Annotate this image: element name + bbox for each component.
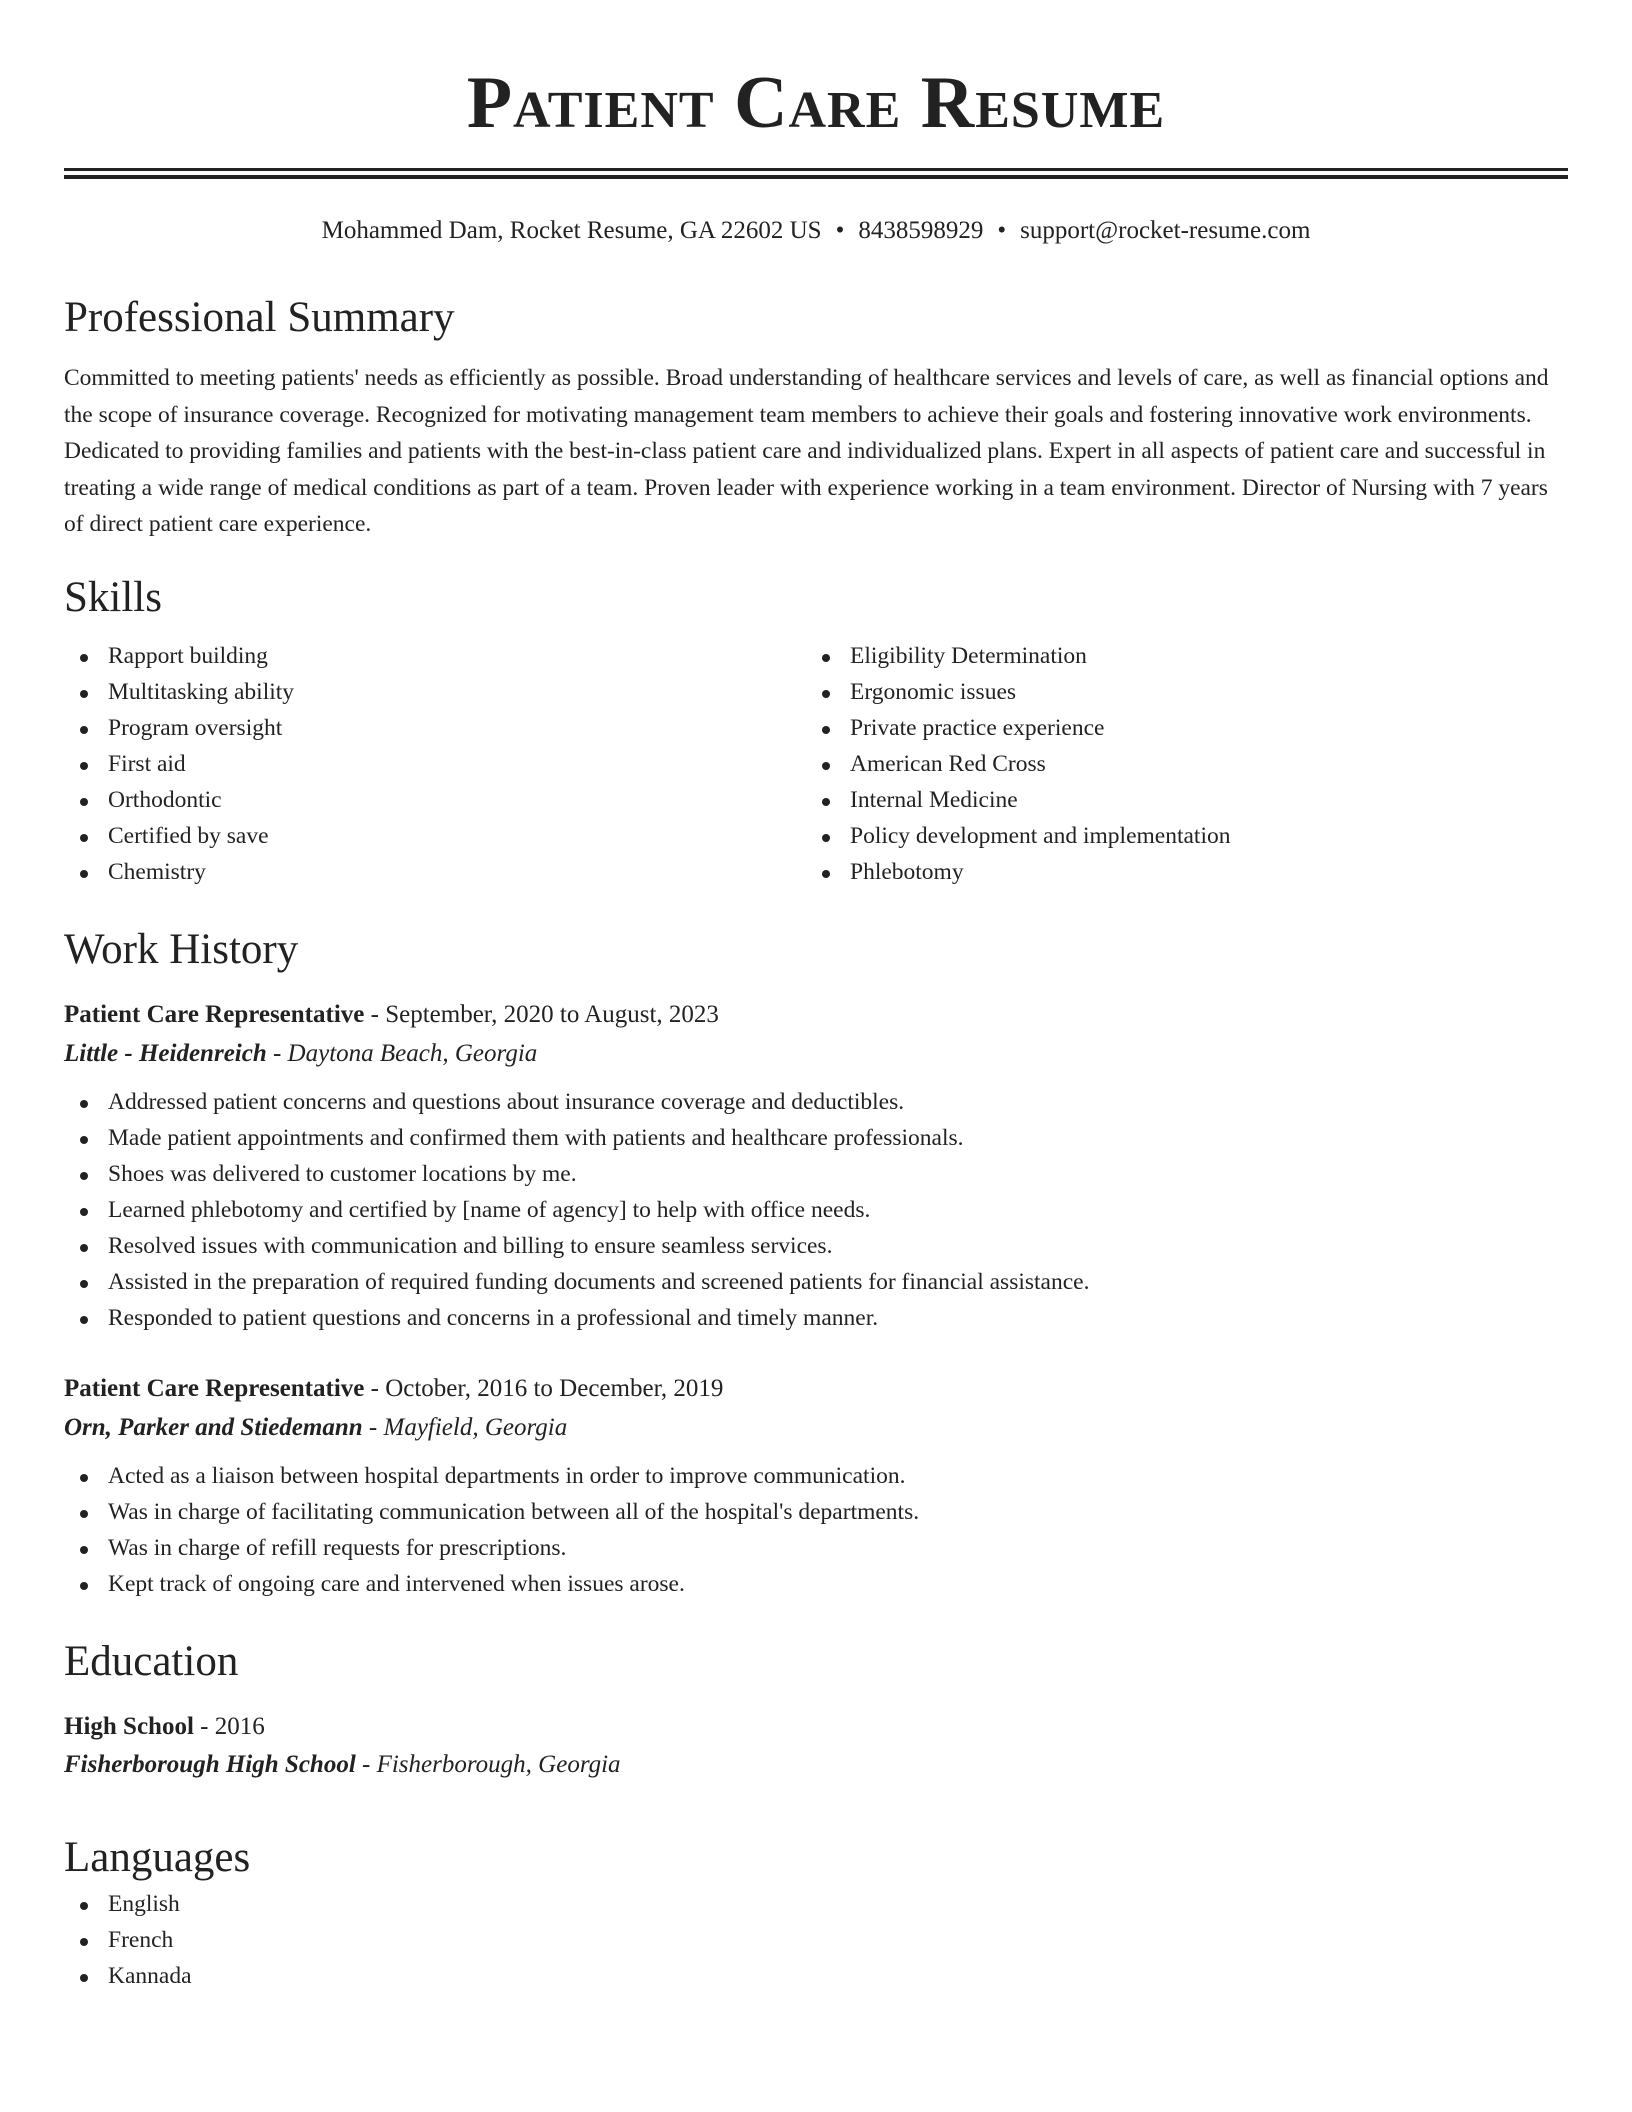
job-company-line (64, 1408, 1568, 1448)
contact-address: Mohammed Dam, Rocket Resume, GA 22602 US (321, 217, 822, 244)
job-title-line (64, 996, 1568, 1034)
education-degree: High School (64, 1713, 194, 1740)
skill-item: Rapport building (64, 638, 806, 674)
skills-list-left (64, 638, 806, 890)
education-heading: Education (64, 1638, 239, 1685)
contact-separator: • (835, 217, 845, 244)
job-entry (64, 1370, 1568, 1602)
skill-item: Eligibility Determination (806, 638, 1548, 674)
job-title-line (64, 1370, 1568, 1408)
job-company: Orn, Parker and Stiedemann (64, 1414, 363, 1441)
work-history-section (64, 922, 1568, 1602)
job-duty: Made patient appointments and confirmed them with patients and healthcare professionals. (64, 1120, 1568, 1156)
contact-separator: • (997, 217, 1007, 244)
education-school-line (64, 1746, 1568, 1784)
contact-phone: 8438598929 (858, 217, 984, 244)
language-item: French (64, 1922, 1568, 1958)
job-duty: Assisted in the preparation of required funding documents and screened patients for financial assistance. (64, 1264, 1568, 1300)
skill-item: Phlebotomy (806, 854, 1548, 890)
job-title: Patient Care Representative (64, 1001, 365, 1028)
job-title: Patient Care Representative (64, 1375, 365, 1402)
job-duty: Resolved issues with communication and billing to ensure seamless services. (64, 1228, 1568, 1264)
job-duty: Acted as a liaison between hospital departments in order to improve communication. (64, 1458, 1568, 1494)
job-duty: Learned phlebotomy and certified by [name of agency] to help with office needs. (64, 1192, 1568, 1228)
skill-item: Policy development and implementation (806, 818, 1548, 854)
job-duties-list (64, 1084, 1568, 1336)
languages-section (64, 1830, 1568, 1994)
summary-heading: Professional Summary (64, 294, 455, 341)
skill-item: Orthodontic (64, 782, 806, 818)
title-divider-thin (64, 175, 1568, 179)
education-degree-line (64, 1708, 1568, 1746)
resume-title: Patient Care Resume (466, 62, 1166, 144)
job-company: Little - Heidenreich (64, 1040, 267, 1067)
skill-item: Multitasking ability (64, 674, 806, 710)
skill-item: Chemistry (64, 854, 806, 890)
contact-line (0, 214, 1632, 248)
education-section (64, 1634, 1568, 1784)
skill-item: Certified by save (64, 818, 806, 854)
job-location: - Daytona Beach, Georgia (266, 1040, 538, 1067)
languages-list (64, 1886, 1568, 1994)
skills-column-right (806, 638, 1548, 890)
job-duty: Shoes was delivered to customer locations by me. (64, 1156, 1568, 1192)
language-item: Kannada (64, 1958, 1568, 1994)
job-location: - Mayfield, Georgia (362, 1414, 568, 1441)
skill-item: Internal Medicine (806, 782, 1548, 818)
title-divider-thick (64, 168, 1568, 171)
work-history-heading: Work History (64, 926, 299, 973)
skills-column-left (64, 638, 806, 890)
job-duty: Responded to patient questions and concerns in a professional and timely manner. (64, 1300, 1568, 1336)
skills-heading: Skills (64, 574, 162, 621)
summary-text: Committed to meeting patients' needs as efficiently as possible. Broad understanding of healthcare services and levels of care, as well as financial options and the scope of insurance coverage. Recognized for motivating management team members to achieve their goals and fostering innovative work environments. Dedicated to providing families and patients with the best-in-class patient care and individualized plans. Expert in all aspects of patient care and successful in treating a wide range of medical conditions as part of a team. Proven leader with experience working in a team environment. Director of Nursing with 7 years of direct patient care experience. (64, 365, 1549, 537)
skill-item: Private practice experience (806, 710, 1548, 746)
job-dates: - October, 2016 to December, 2019 (364, 1375, 724, 1402)
education-school: Fisherborough High School (64, 1751, 356, 1778)
skills-list-right (806, 638, 1548, 890)
skill-item: Ergonomic issues (806, 674, 1548, 710)
job-duty: Addressed patient concerns and questions about insurance coverage and deductibles. (64, 1084, 1568, 1120)
job-duty: Was in charge of facilitating communication between all of the hospital's departments. (64, 1494, 1568, 1530)
job-duty: Kept track of ongoing care and intervened when issues arose. (64, 1566, 1568, 1602)
language-item: English (64, 1886, 1568, 1922)
skill-item: Program oversight (64, 710, 806, 746)
job-dates: - September, 2020 to August, 2023 (364, 1001, 719, 1028)
skills-columns (64, 638, 1568, 890)
job-entry (64, 996, 1568, 1336)
job-company-line (64, 1034, 1568, 1074)
skill-item: First aid (64, 746, 806, 782)
contact-email: support@rocket-resume.com (1020, 217, 1311, 244)
education-year: - 2016 (193, 1713, 265, 1740)
skills-section (64, 570, 1568, 890)
job-duty: Was in charge of refill requests for prescriptions. (64, 1530, 1568, 1566)
skill-item: American Red Cross (806, 746, 1548, 782)
summary-section (64, 290, 1568, 543)
job-duties-list (64, 1458, 1568, 1602)
education-location: - Fisherborough, Georgia (355, 1751, 621, 1778)
languages-heading: Languages (64, 1834, 251, 1881)
